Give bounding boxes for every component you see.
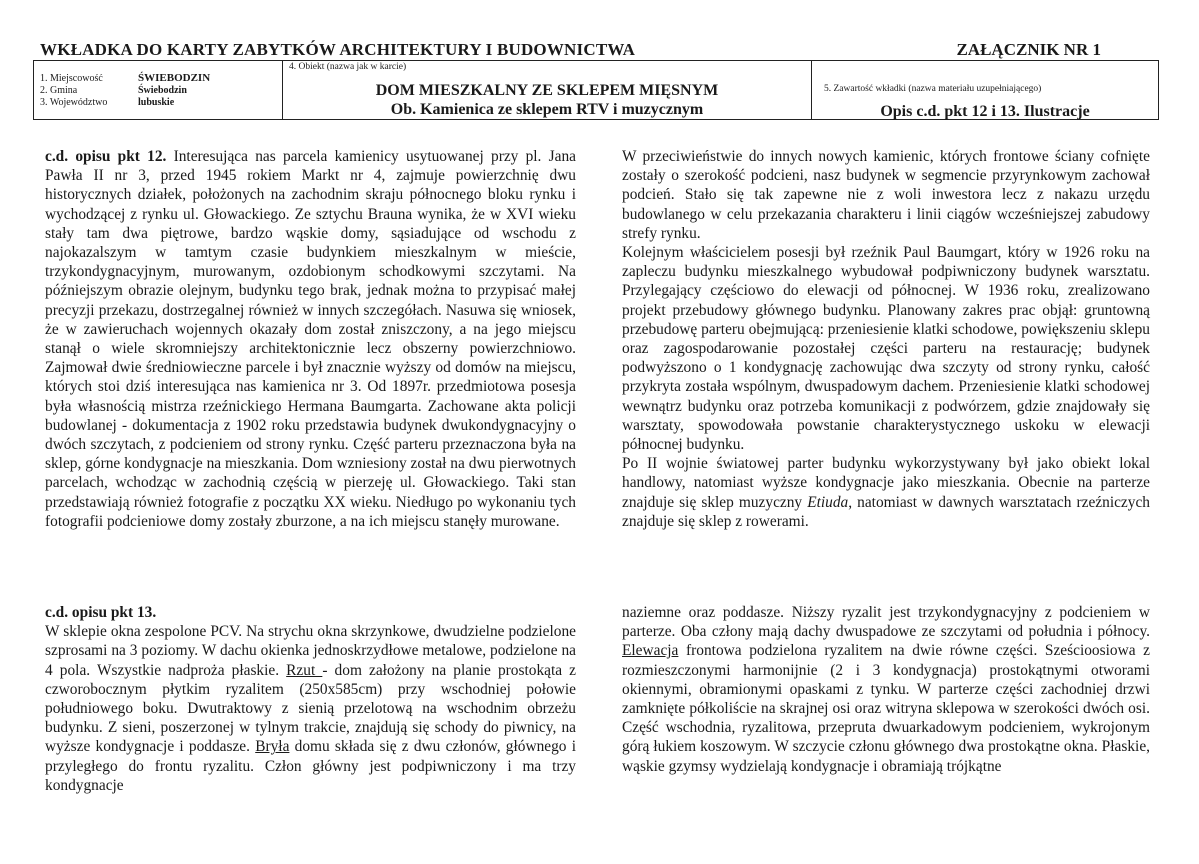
annex-number: ZAŁĄCZNIK NR 1 — [956, 40, 1101, 59]
commune-row — [40, 85, 187, 96]
bryla-term: Bryła — [255, 738, 290, 756]
section-13-text-b: - dom założony na planie prostokąta z czworobocznym płytkim ryzalitem (250x585cm) przy wschodniej połowie południowego boku. Dwutraktowy z sienią przelotową na wschodnim obrzeżu budynku. Z sieni, poszerzonej w tylnym trakcie, znajdują się schody do piwnicy, na wyższe kondygnacje i poddasze. — [45, 661, 577, 756]
object-label: 4. Obiekt (nazwa jak w karcie) — [289, 62, 407, 72]
section-13-text-c: domu składa się z dwu członów, głównego i przyległego do frontu ryzalitu. Człon główny jest podpiwniczony i ma trzy kondygnacje — [45, 738, 576, 794]
left-column-bottom — [45, 603, 576, 795]
description-paragraph — [622, 603, 1150, 776]
object-cell — [282, 61, 812, 119]
locality-label: 1. Miejscowość — [40, 73, 103, 84]
section-12-lead: c.d. opisu pkt 12. — [45, 148, 167, 165]
commune-label: 2. Gmina — [40, 85, 78, 96]
voivodeship-value: lubuskie — [138, 97, 175, 108]
history-paragraph-2: Kolejnym właścicielem posesji był rzeźnik Paul Baumgart, który w 1926 roku na zapleczu budynku mieszkalnego wybudował podpiwniczony budynek warsztatu. Przylegający częściowo do elewacji od północnej. W 1936 roku, zrealizowano projekt przebudowy głównego budynku. Planowany zakres prac objął: gruntowną przebudowę parteru obejmującą: przeniesienie klatki schodowe, powiększeniu sklepu oraz zagospodarowanie pozostałej części parteru na restaurację; budynek podwyższono o 1 kondygnację zachowując dwa szczyty od strony rynku, całość przykryta została wspólnym, dwuspadowym dachem. Przeniesienie klatki schodowej wewnątrz budynku oraz potrzeba komunikacji z podwórzem, gdzie znajdowały się warsztaty, spowodowała powstanie charakterystycznego uskoku w elewacji północnej budynku. — [622, 244, 1150, 454]
right-column-bottom — [622, 603, 1150, 776]
left-column-top — [45, 147, 576, 531]
shop-name: Etiuda — [807, 493, 849, 511]
section-12-paragraph — [45, 147, 576, 531]
section-13-paragraph — [45, 622, 576, 795]
history-paragraph-1: W przeciwieństwie do innych nowych kamienic, których frontowe ściany cofnięte zostały o szerokość podcieni, nasz budynek w segmencie przyrynkowym zachował podcień. Stało się tak zapewne nie z woli inwestora lecz z nakazu urzędu budowlanego w celu przekazania charakteru i linii ciągów wcześniejszej zabudowy strefy rynku. — [622, 148, 1150, 242]
location-cell — [34, 61, 282, 119]
description-text-a: naziemne oraz poddasze. Niższy ryzalit jest trzykondygnacyjny z podcieniem w parterze. Oba człony mają dachy dwuspadowe ze szczytami od południa i północy. — [622, 604, 1150, 641]
object-subname: Ob. Kamienica ze sklepem RTV i muzycznym — [390, 101, 704, 118]
contents-cell — [812, 61, 1158, 119]
header-table — [33, 60, 1159, 120]
voivodeship-label: 3. Województwo — [40, 97, 108, 108]
contents-label: 5. Zawartość wkładki (nazwa materiału uzupełniającego) — [824, 84, 1042, 94]
commune-value: Świebodzin — [138, 85, 187, 96]
locality-value: ŚWIEBODZIN — [138, 72, 211, 84]
section-13-heading: c.d. opisu pkt 13. — [45, 604, 157, 621]
history-paragraph-3 — [622, 454, 1150, 531]
locality-row — [40, 72, 210, 84]
rzut-term: Rzut — [286, 661, 323, 679]
document-title: WKŁADKA DO KARTY ZABYTKÓW ARCHITEKTURY I BUDOWNICTWA — [40, 40, 636, 59]
section-12-text: Interesująca nas parcela kamienicy usytuowanej przy pl. Jana Pawła II nr 3, przed 1945 rokiem Markt nr 4, zajmuje powierzchnię dwu historycznych działek, położonych na zachodnim skraju północnego bloku rynku i wychodzącej z rynku ul. Głowackiego. Ze sztychu Brauna wynika, że w XVI wieku stały tam dwa piętrowe, bardzo wąskie domy, sąsiadujące od wschodu z najokazalszym w tamtym czasie budynkiem mieszkalnym w mieście, trzykondygnacyjnym, murowanym, ozdobionym schodkowymi szczytami. Na późniejszym obrazie olejnym, budynku tego brak, jednak można to przypisać małej precyzji przekazu, dostrzegalnej również w innych szczegółach. Nasuwa się wniosek, że w zawieruchach wojennych okazały dom został zniszczony, a na jego miejscu stanął o wiele skromniejszy architektonicznie lecz obszerny powierzchniowo. Zajmował dwie średniowieczne parcele i był znacznie wyższy od domów na miejscu, których stoi dziś interesująca nas kamienica nr 3. Od 1897r. przedmiotowa posesja była własnością mistrza rzeźnickiego Hermana Baumgarta. Zachowane akta policji budowlanej - dokumentacja z 1902 roku przedstawia budynek dwukondygnacyjny o dwóch szczytach, z podcieniem od strony rynku. Część parteru przeznaczona była na sklep, górne kondygnacje na mieszkania. Dom wzniesiony został na dwu pierwotnych parcelach, wchodząc w zachodnią częścią w pierzeję ul. Głowackiego. Taki stan przedstawiają również fotografie z początku XX wieku. Niedługo po wykonaniu tych fotografii podcieniowe domy zostały zburzone, a na ich miejscu stanęły murowane. — [45, 148, 576, 530]
contents-value: Opis c.d. pkt 12 i 13. Ilustracje — [880, 103, 1090, 120]
history-paragraph-3b: , natomiast w dawnych warsztatach rzeźniczych znajduje się sklep z rowerami. — [622, 493, 1150, 530]
right-column-top — [622, 147, 1150, 531]
section-13-text-a: W sklepie okna zespolone PCV. Na strychu okna skrzynkowe, dwudzielne podzielone szprosami na 3 poziomy. W dachu okienka jednoskrzydłowe metalowe, podzielone na 4 pola. Wszystkie nadproża płaskie. — [45, 623, 576, 679]
object-name: DOM MIESZKALNY ZE SKLEPEM MIĘSNYM — [375, 82, 719, 99]
elewacja-term: Elewacja — [622, 642, 679, 660]
history-paragraph-3a: Po II wojnie światowej parter budynku wykorzystywany był jako obiekt lokal handlowy, natomiast wyższe kondygnacje jako mieszkania. Obecnie na parterze znajduje się sklep muzyczny — [622, 455, 1150, 511]
description-text-b: frontowa podzielona ryzalitem na dwie równe części. Sześcioosiowa z rozmieszczonymi harmonijnie (2 i 3 kondygnacja) prostokątnymi otworami okiennymi, obramionymi opaskami z tynku. W parterze części zachodniej drzwi zamknięte półkoliście na skrajnej osi oraz witryna sklepowa w szerokości dwóch osi. Część wschodnia, ryzalitowa, przepruta dwuarkadowym podcieniem, wykrojonym górą łukiem koszowym. W szczycie członu głównego dwa prostokątne okna. Płaskie, wąskie gzymsy wydzielają kondygnacje i obramiają trójkątne — [622, 642, 1150, 775]
voivodeship-row — [40, 97, 174, 108]
